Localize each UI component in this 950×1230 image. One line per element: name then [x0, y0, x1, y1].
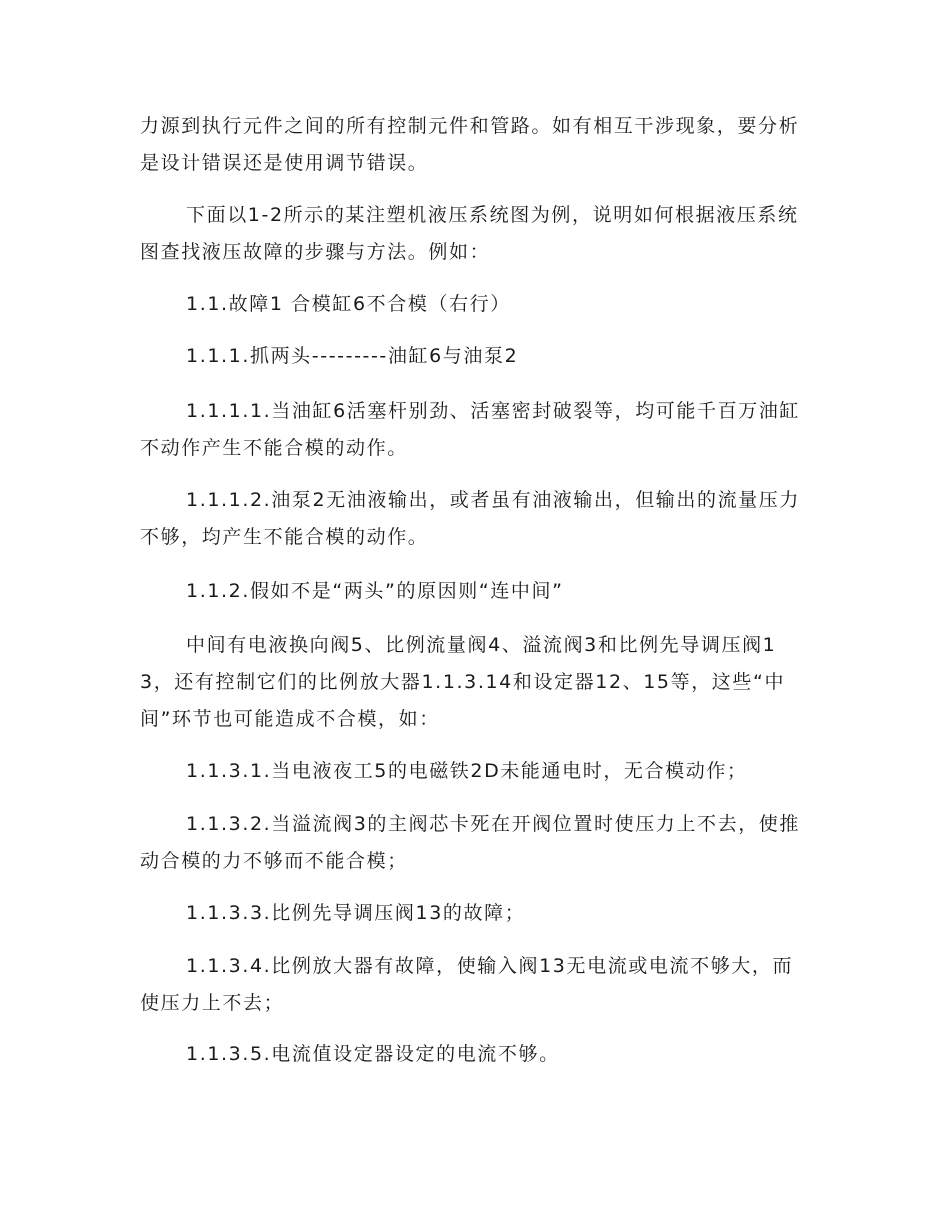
paragraph-2: 下面以1-2所示的某注塑机液压系统图为例，说明如何根据液压系统图查找液压故障的步骤与方法。例如： [140, 204, 799, 263]
paragraph-1-1-1-2: 1.1.1.2.油泵2无油液输出，或者虽有油液输出，但输出的流量压力不够，均产生不能合模的动作。 [140, 489, 801, 548]
paragraph-1-1-1-1: 1.1.1.1.当油缸6活塞杆别劲、活塞密封破裂等，均可能千百万油缸不动作产生不能合模的动作。 [140, 400, 801, 459]
paragraph-middle: 中间有电液换向阀5、比例流量阀4、溢流阀3和比例先导调压阀13，还有控制它们的比例放大器1.1.3.14和设定器12、15等，这些“中间”环节也可能造成不合模，如： [140, 634, 786, 730]
paragraph-1-1-3-2: 1.1.3.2.当溢流阀3的主阀芯卡死在开阀位置时使压力上不去，使推动合模的力不够而不能合模； [140, 813, 801, 872]
paragraph-1-1-3-1: 1.1.3.1.当电液夜工5的电磁铁2D未能通电时，无合模动作； [186, 760, 748, 782]
paragraph-1-1-3-4: 1.1.3.4.比例放大器有故障，使输入阀13无电流或电流不够大，而使压力上不去； [140, 955, 794, 1014]
paragraph-1: 力源到执行元件之间的所有控制元件和管路。如有相互干涉现象，要分析是设计错误还是使用调节错误。 [140, 115, 800, 174]
heading-1-1-1: 1.1.1.抓两头---------油缸6与油泵2 [186, 345, 519, 367]
paragraph-1-1-3-3: 1.1.3.3.比例先导调压阀13的故障； [186, 902, 526, 924]
paragraph-1-1-3-5: 1.1.3.5.电流值设定器设定的电流不够。 [186, 1043, 560, 1065]
heading-1-1-2: 1.1.2.假如不是“两头”的原因则“连中间” [186, 580, 564, 602]
heading-fault-1: 1.1.故障1 合模缸6不合模（右行） [186, 293, 511, 315]
